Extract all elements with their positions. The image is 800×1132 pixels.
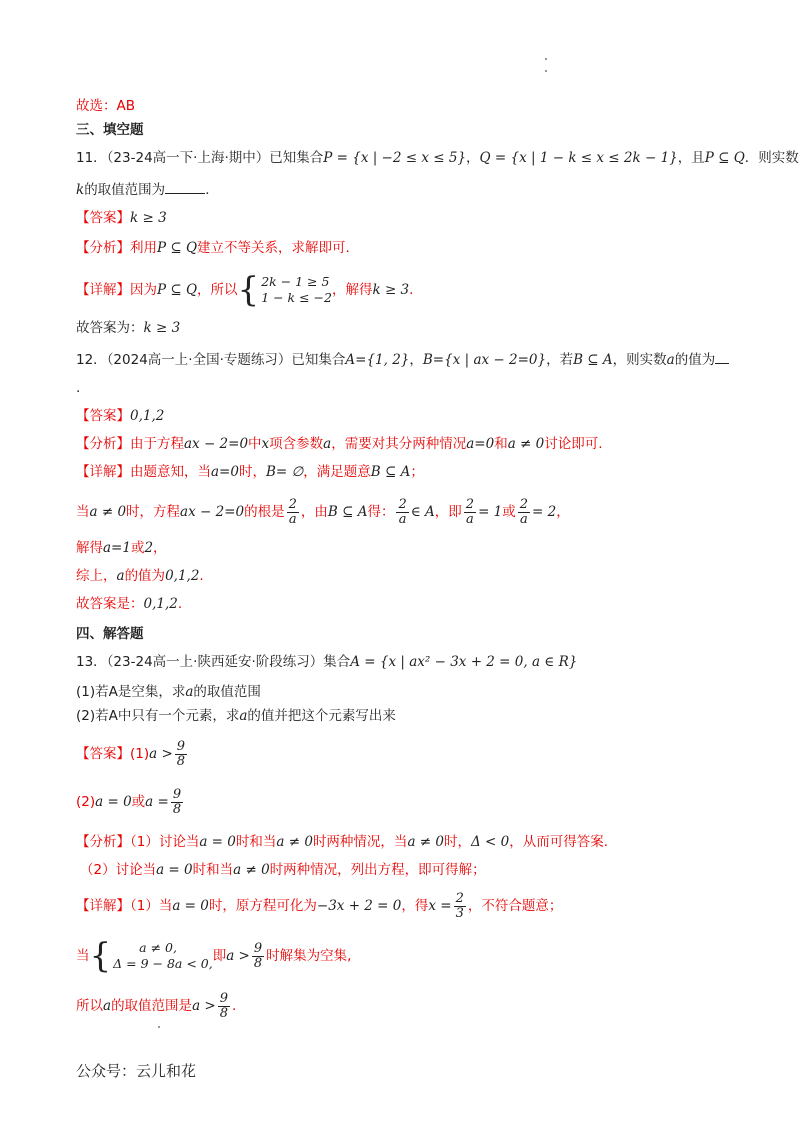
section-heading-fill-blank: 三、填空题 (76, 122, 144, 138)
q13-question: 13．（23-24高一上·陕西延安·阶段练习）集合A = {x | ax² − 3x + 2 = 0, a ∈ R} (76, 654, 578, 670)
scan-dot (158, 1026, 160, 1028)
fraction-2-over-3: $\frac{2}{3}$ (455, 890, 464, 921)
q11-final: 故答案为：k ≥ 3 (76, 320, 181, 336)
q12-detail-line1: 【详解】由题意知，当a=0时，B= ∅，满足题意B ⊆ A； (76, 464, 424, 480)
q11-detail: 【详解】因为P ⊆ Q，所以 { 2k − 1 ≥ 5 1 − k ≤ −2 ，解得k ≥ 3. (76, 270, 414, 310)
q12-question-line2: . (76, 380, 81, 396)
q12-analysis: 【分析】由于方程ax − 2=0中x项含参数a，需要对其分两种情况a=0和a ≠ 0讨论即可. (76, 436, 603, 452)
q13-detail3: 所以a的取值范围是a > $\frac{9}{8}$ . (76, 990, 237, 1021)
scan-dot (545, 58, 547, 60)
fraction-2-over-a: $\frac{2}{a}$ (288, 496, 297, 527)
q13-answer1: 【答案】(1)a > $\frac{9}{8}$ (76, 738, 186, 769)
section-heading-solve: 四、解答题 (76, 626, 144, 642)
fraction-9-over-8: $\frac{9}{8}$ (219, 990, 228, 1021)
q12-answer: 【答案】0,1,2 (76, 408, 165, 424)
fraction-9-over-8: $\frac{9}{8}$ (253, 940, 263, 971)
q12-detail-line2: 当a ≠ 0时，方程ax − 2=0的根是 $\frac{2}{a}$ ，由B ⊆ A得： $\frac{2}{a}$ ∈ A，即 $\frac{2}{a}$ = 1或 $\frac{2}{a}$ = 2， (76, 496, 570, 527)
q11-question-line2: k的取值范围为 ． (76, 182, 219, 198)
q13-analysis1: 【分析】（1）讨论当a = 0时和当a ≠ 0时两种情况，当a ≠ 0时，Δ < 0，从而可得答案. (76, 834, 609, 850)
q13-detail1: 【详解】（1）当a = 0时，原方程可化为−3x + 2 = 0，得x = $\frac{2}{3}$ ，不符合题意； (76, 890, 563, 921)
q13-part2: (2)若A中只有一个元素，求a的值并把这个元素写出来 (76, 708, 396, 724)
q13-part1: (1)若A是空集，求a的取值范围 (76, 684, 261, 700)
top-answer: 故选：AB (76, 98, 135, 114)
fraction-2-over-a: $\frac{2}{a}$ (398, 496, 407, 527)
q12-final: 故答案是：0,1,2. (76, 596, 183, 612)
fraction-9-over-8: $\frac{9}{8}$ (176, 738, 186, 769)
q12-detail-line3: 解得a=1或2， (76, 540, 167, 556)
q12-detail-line4: 综上，a的值为0,1,2. (76, 568, 204, 584)
q13-answer2: (2)a = 0或a = $\frac{9}{8}$ (76, 786, 182, 817)
fraction-2-over-a: $\frac{2}{a}$ (519, 496, 529, 527)
q13-detail2: 当 { a ≠ 0, Δ = 9 − 8a < 0, 即a > $\frac{9}{8}$ 时解集为空集, (76, 936, 352, 976)
q13-analysis2: （2）讨论当a = 0时和当a ≠ 0时两种情况，列出方程，即可得解； (80, 862, 486, 878)
q11-question-line1: 11．（23-24高一下·上海·期中）已知集合P = {x | −2 ≤ x ≤ 5}，Q = {x | 1 − k ≤ x ≤ 2k − 1}，且P ⊆ Q．则实数 (76, 150, 799, 166)
answer-blank (715, 351, 729, 364)
scan-dot (545, 70, 547, 72)
inequality-system: { 2k − 1 ≥ 5 1 − k ≤ −2 (237, 270, 332, 310)
fraction-2-over-a: $\frac{2}{a}$ (465, 496, 475, 527)
q12-question-line1: 12．（2024高一上·全国·专题练习）已知集合A={1, 2}，B={x | ax − 2=0}，若B ⊆ A，则实数a的值为 (76, 350, 740, 370)
fraction-9-over-8: $\frac{9}{8}$ (172, 786, 182, 817)
footer-account: 公众号：云儿和花 (76, 1062, 197, 1080)
inequality-system: { a ≠ 0, Δ = 9 − 8a < 0, (89, 936, 213, 976)
q11-answer: 【答案】k ≥ 3 (76, 210, 167, 226)
answer-blank (165, 181, 205, 194)
q11-analysis: 【分析】利用P ⊆ Q建立不等关系，求解即可. (76, 240, 350, 256)
